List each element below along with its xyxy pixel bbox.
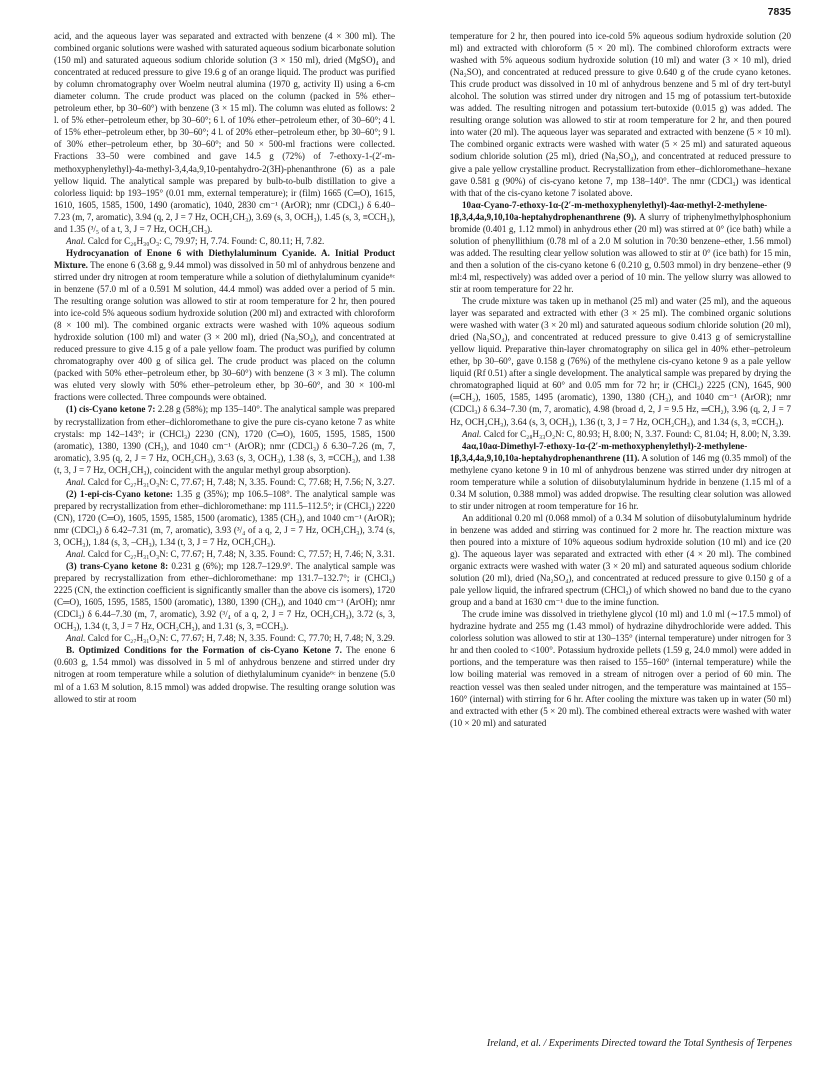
analysis-text: Calcd for C₂₇H₃₁O₃N: C, 77.67; H, 7.48; N, 3.35. Found: C, 77.70; H, 7.48; N, 3.29. bbox=[85, 633, 395, 644]
compound-heading: (1) cis-Cyano ketone 7: bbox=[66, 404, 156, 415]
paragraph-text: The enone 6 (3.68 g, 9.44 mmol) was dissolved in 50 ml of anhydrous benzene and stirred under dry nitrogen at room temperature while a solution of diethylaluminum cyanide⁶ᶜ in benzene (57.0 ml of a 0.591 M solution, 44.4 mmol) was added over a period of 5 min. The resulting orange solution was allowed to stir at room temperature for 2 hr, then poured into ice-cold 5% aqueous sodium hydroxide solution (200 ml) and extracted with chloroform (8 × 100 ml). The combined organic extracts were washed with 10% aqueous sodium hydroxide solution (100 ml) and water (3 × 200 ml), dried (Na₂SO₄), and concentrated at reduced pressure to give 4.15 g of a pale yellow foam. The product was purified by column chromatography over 400 g of silica gel. The crude product was placed on the column (packed with 50% ether–petroleum ether, bp 30–60°) with benzene (3 × 3 ml). The column was eluted very slowly with 50% ether–petroleum ether, bp 30–60°, and 30 × 100-ml fractions were collected. Three compounds were obtained. bbox=[54, 259, 395, 403]
paragraph-optimized-conditions bbox=[54, 644, 395, 704]
paragraph-hydrocyanation bbox=[54, 247, 395, 404]
paragraph-dimethyl-prep bbox=[450, 440, 791, 512]
paragraph-trans-cyano-ketone bbox=[54, 560, 395, 632]
anal-label: Anal. bbox=[66, 549, 86, 560]
paragraph-analysis-9 bbox=[450, 428, 791, 440]
paragraph-text: A slurry of triphenylmethylphosphonium bromide (0.401 g, 1.12 mmol) in anhydrous ether (20 ml) was stirred at 0° (ice bath) while a solution of phenyllithium (0.78 ml of a 2.0 M solution in 70:30 benzene–ether, 1.56 mmol) was added. The resulting clear yellow solution was allowed to stir at 0° (ice bath) for 15 min, and then a solution of the cis-cyano ketone 6 (0.210 g, 0.503 mmol) in dry benzene–ether (9 ml:4 ml, respectively) was added over a period of 10 min. The yellow slurry was allowed to stir at room temperature for 22 hr. bbox=[450, 211, 791, 294]
analysis-text: Calcd for C₂₈H₃₃O₂N: C, 80.93; H, 8.00; N, 3.37. Found: C, 81.04; H, 8.00; N, 3.39. bbox=[481, 428, 791, 439]
compound-heading: 4aα,10aα-Dimethyl-7-ethoxy-1α-(2′-m-methoxyphenylethyl)-2-methylene-1β,3,4,4a,9,10,10a-heptahydrophenanthrene (11). bbox=[450, 440, 748, 463]
compound-heading: (3) trans-Cyano ketone 8: bbox=[66, 561, 169, 572]
footer-separator: / bbox=[543, 1038, 547, 1049]
paragraph-text: 0.231 g (6%); mp 128.7–129.9°. The analytical sample was prepared by recrystallization from ether–dichloromethane: mp 131.7–132.7°; ir (CHCl₃) 2225 (CN, the extinction coefficient is significantly smaller than the above cis isomers), 1720 (C═O), 1605, 1595, 1585, 1500 (aromatic), 1380, 1390 (CH₃), and 1040 cm⁻¹ (ArOH); nmr (CDCl₃) δ 6.44–7.30 (m, 7, aromatic), 3.92 (³/₄ of a q, 2, J = 7 Hz, OCH₂CH₃), 3.72 (s, 3, OCH₃), 1.34 (t, 3, J = 7 Hz, OCH₂CH₃), and 1.31 (s, 3, ≡CCH₃). bbox=[54, 561, 395, 632]
paragraph-text: 2.28 g (58%); mp 135–140°. The analytical sample was prepared by recrystallization from ether–dichloromethane to give the pure cis-cyano ketone 7 as white crystals: mp 142–143°; ir (CHCl₃) 2230 (CN), 1720 (C═O), 1605, 1595, 1585, 1500 (aromatic), 1380, 1390 (CH₃), and 1040 cm⁻¹ (ArOR); nmr (CDCl₃) δ 6.30–7.26 (m, 7, aromatic), 3.95 (q, 2, J = 7 Hz, OCH₂CH₃), 3.63 (s, 3, OCH₃), 1.38 (s, 3, ≡CCH₃), and 1.38 (t, 3, J = 7 Hz, OCH₂CH₃), coincident with the angular methyl group absorption). bbox=[54, 404, 395, 475]
anal-label: Anal. bbox=[66, 476, 86, 487]
anal-label: Anal. bbox=[66, 633, 86, 644]
paragraph-analysis-epi bbox=[54, 548, 395, 560]
paragraph-text: The enone 6 (0.603 g, 1.54 mmol) was dissolved in 5 ml of anhydrous benzene and stirred under dry nitrogen at room temperature while a solution of diethylaluminum cyanide⁶ᶜ in benzene (5.0 ml of a 1.63 M solution, 8.15 mmol) was added dropwise. The resulting orange solution was allowed to stir at room bbox=[54, 645, 395, 704]
compound-heading: 10aα-Cyano-7-ethoxy-1α-(2′-m-methoxyphenylethyl)-4aα-methyl-2-methylene-1β,3,4,4a,9,10,10a-heptahydrophenanthrene (9). bbox=[450, 199, 768, 222]
left-column bbox=[54, 30, 395, 1032]
paragraph-workup: The crude mixture was taken up in methanol (25 ml) and water (25 ml), and the aqueous layer was separated and extracted with ether (3 × 25 ml). The combined organic solutions were washed with water (3 × 20 ml) and saturated aqueous sodium chloride solution (20 ml), dried (Na₂SO₄), and concentrated at reduced pressure to give 0.413 g of semicrystalline yellow liquid. Preparative thin-layer chromatography on silica gel in 40% ether–petroleum ether, bp 30–60°, gave 0.158 g (76%) of the methylene cis-cyano ketone 9 as a pale yellow liquid (Rf 0.51) after a single development. The analytical sample was prepared by drying the chromatographed liquid at 60° and 0.05 mm for 72 hr; ir (CHCl₃) 2225 (CN), 1645, 900 (═CH₂), 1605, 1585, 1495 (aromatic), 1390, 1380 (CH₃), and 1040 cm⁻¹ (ArOR); nmr (CDCl₃) δ 6.34–7.30 (m, 7, aromatic), 4.98 (broad d, 2, J = 9.5 Hz, ═CH₂), 3.96 (q, 2, J = 7 Hz, OCH₂CH₃), 3.64 (s, 3, OCH₃), 1.36 (t, 3, J = 7 Hz, OCH₂CH₃), and 1.34 (s, 3, ≡CCH₃). bbox=[450, 296, 791, 427]
paragraph-analysis-6 bbox=[54, 235, 395, 247]
paragraph-text: A solution of 146 mg (0.35 mmol) of the methylene cyano ketone 9 in 10 ml of anhydrous benzene was stirred under dry nitrogen at room temperature while a solution of diisobutylaluminum hydride in benzene (1.15 ml of a 0.34 M solution, 0.388 mmol) was added dropwise. The resulting clear solution was allowed to stir under nitrogen at room temperature for 16 hr. bbox=[450, 452, 791, 511]
section-heading: B. Optimized Conditions for the Formation of cis-Cyano Ketone 7. bbox=[66, 645, 342, 656]
anal-label: Anal. bbox=[66, 235, 86, 246]
page-number: 7835 bbox=[767, 6, 791, 18]
footer-title: Experiments Directed toward the Total Synthesis of Terpenes bbox=[548, 1038, 792, 1049]
analysis-text: Calcd for C₂₇H₃₁O₃N: C, 77.67; H, 7.48; N, 3.35. Found: C, 77.68; H, 7.56; N, 3.27. bbox=[85, 476, 395, 487]
analysis-text: Calcd for C₂₆H₃₀O₃: C, 79.97; H, 7.74. Found: C, 80.11; H, 7.82. bbox=[85, 235, 325, 246]
paragraph-continuation: temperature for 2 hr, then poured into ice-cold 5% aqueous sodium hydroxide solution (20 ml) and extracted with chloroform (5 × 20 ml). The combined chloroform extracts were washed with 5% aqueous sodium hydroxide solution (10 ml) and water (3 × 10 ml), dried (Na₂SO), and concentrated at reduced pressure to give 0.640 g of the crude cyano ketones. This crude product was dissolved in 10 ml of anhydrous benzene and 5 ml of dry tert-butyl alcohol. The solution was stirred under dry nitrogen and 15 mg of potassium tert-butoxide was added. The resulting nitrogen and potassium tert-butoxide (0.015 g) was added. The resulting orange solution was allowed to stir at room temperature for 2 hr, and then poured into water (20 ml). The aqueous layer was separated and extracted with benzene (5 × 10 ml). The combined organic extracts were washed with water (5 × 25 ml) and saturated aqueous sodium chloride solution (25 ml), dried (Na₂SO₄), and concentrated at reduced pressure to give a pale yellow crystalline product. Recrystallization from ether–dichloromethane–hexane gave 0.581 g (90%) of cis-cyano ketone 7, mp 138–140°. The nmr (CDCl₃) was identical with that of the cis-cyano ketone 7 isolated above. bbox=[450, 31, 791, 198]
footer-authors: Ireland, et al. bbox=[486, 1038, 541, 1049]
running-footer bbox=[336, 1038, 792, 1049]
paragraph-analysis-8 bbox=[54, 632, 395, 644]
paragraph-text: 1.35 g (35%); mp 106.5–108°. The analytical sample was prepared by recrystallization from ether–dichloromethane: mp 111.5–112.5°; ir (CHCl₃) 2220 (CN), 1720 (C═O), 1605, 1595, 1585, 1500 (aromatic), 1385 (CH₃), and 1040 cm⁻¹ (ArOR); nmr (CDCl₃) δ 6.42–7.31 (m, 7, aromatic), 3.93 (³/₄ of a q, 2, J = 7 Hz, OCH₂CH₃), 3.74 (s, 3, OCH₃), 1.84 (s, 3, –CH₃), 1.34 (t, 3, J = 7 Hz, OCH₂CH₃). bbox=[54, 488, 395, 547]
paragraph-epi-cis-cyano-ketone bbox=[54, 488, 395, 548]
paragraph-cis-cyano-ketone bbox=[54, 403, 395, 475]
paragraph-analysis-7 bbox=[54, 476, 395, 488]
paragraph-methylene-prep bbox=[450, 199, 791, 295]
section-heading: Hydrocyanation of Enone 6 with Diethylaluminum Cyanide. A. Initial Product Mixture. bbox=[54, 247, 395, 270]
paragraph-wolff-kishner: The crude imine was dissolved in triethylene glycol (10 ml) and 1.0 ml (∼17.5 mmol) of hydrazine hydrate and 255 mg (1.43 mmol) of hydrazine dihydrochloride were added. This colorless solution was allowed to stir at 130–135° (internal temperature) under nitrogen for 3 hr and then cooled to <100°. Potassium hydroxide pellets (1.59 g, 24.0 mmol) were added in portions, and the temperature was then raised to 155–160° (internal temperature) while the low boiling material was removed in a stream of nitrogen over a period of 60 min. The reaction vessel was then sealed under nitrogen, and the temperature was maintained at 155–160° (internal) with stirring for 6 hr. After cooling the mixture was taken up in water (50 ml) and extracted with ether (5 × 20 ml). The combined ethereal extracts were washed with water (10 × 20 ml) and saturated bbox=[450, 609, 791, 728]
right-column bbox=[450, 30, 791, 1032]
paragraph-phenanthrone-prep: acid, and the aqueous layer was separated and extracted with benzene (4 × 300 ml). The combined organic solutions were washed with saturated aqueous sodium bicarbonate solution (150 ml) and saturated aqueous sodium chloride solution (3 × 150 ml), dried (MgSO)₄ and concentrated at reduced pressure to give 19.6 g of an orange liquid. The product was purified by column chromatography over Woelm neutral alumina (1970 g, activity II) using a 6-cm diameter column. The crude product was placed on the column (packed in 5% ether–petroleum ether, bp 30–60°) with benzene (3 × 15 ml). The column was eluted as follows: 2 l. of 5% ether–petroleum ether, bp 30–60°; 6 l. of 10% ether–petroleum ether, of 30–60°; 4 l. of 15% ether–petroleum ether, bp 30–60°; 4 l. of 20% ether–petroleum ether, bp 30–60°; 9 l. of 30% ether–petroleum ether, bp 30–60°; and 50 × 500-ml fractions were collected. Fractions 33–50 were combined and gave 14.5 g (72%) of 7-ethoxy-1-(2′-m-methoxyphenylethyl)-4a-methyl-3,4,4a,9,10-pentahydro-2(3H)-phenanthrone (6) as a pale yellow liquid. The analytical sample was prepared by bulb-to-bulb distillation to give a colorless liquid: bp 193–195° (0.01 mm, external temperature); ir (film) 1665 (C═O), 1615, 1610, 1605, 1585, 1500, 1490 (aromatic), 1040, 2830 cm⁻¹ (ArOR); nmr (CDCl₃) δ 6.40–7.23 (m, 7, aromatic), 3.94 (q, 2, J = 7 Hz, OCH₂CH₃), 3.69 (s, 3, OCH₃), 1.45 (s, 3, ≡CCH₃), and 1.35 (³/₅ of a t, 3, J = 7 Hz, OCH₂CH₃). bbox=[54, 31, 395, 234]
anal-label: Anal. bbox=[462, 428, 482, 439]
compound-heading: (2) 1-epi-cis-Cyano ketone: bbox=[66, 488, 173, 499]
analysis-text: Calcd for C₂₇H₃₁O₃N: C, 77.67; H, 7.48; N, 3.35. Found: C, 77.57; H, 7.46; N, 3.31. bbox=[85, 549, 395, 560]
paragraph-additional-reduction: An additional 0.20 ml (0.068 mmol) of a 0.34 M solution of diisobutylaluminum hydride in benzene was added and stirring was continued for 2 more hr. The reaction mixture was then poured into a mixture of 10% aqueous sodium hydroxide solution (10 ml) and ice (20 g). The aqueous layer was separated and extracted with ether (4 × 20 ml). The combined organic extracts were washed with water (3 × 20 ml) and saturated aqueous sodium chloride solution (20 ml), dried (Na₂SO₄), and concentrated at reduced pressure to give 0.150 g of a pale yellow liquid, the infrared spectrum (CHCl₃) of which showed no band due to the cyano group and a band at 1630 cm⁻¹ due to the imine function. bbox=[450, 512, 791, 608]
